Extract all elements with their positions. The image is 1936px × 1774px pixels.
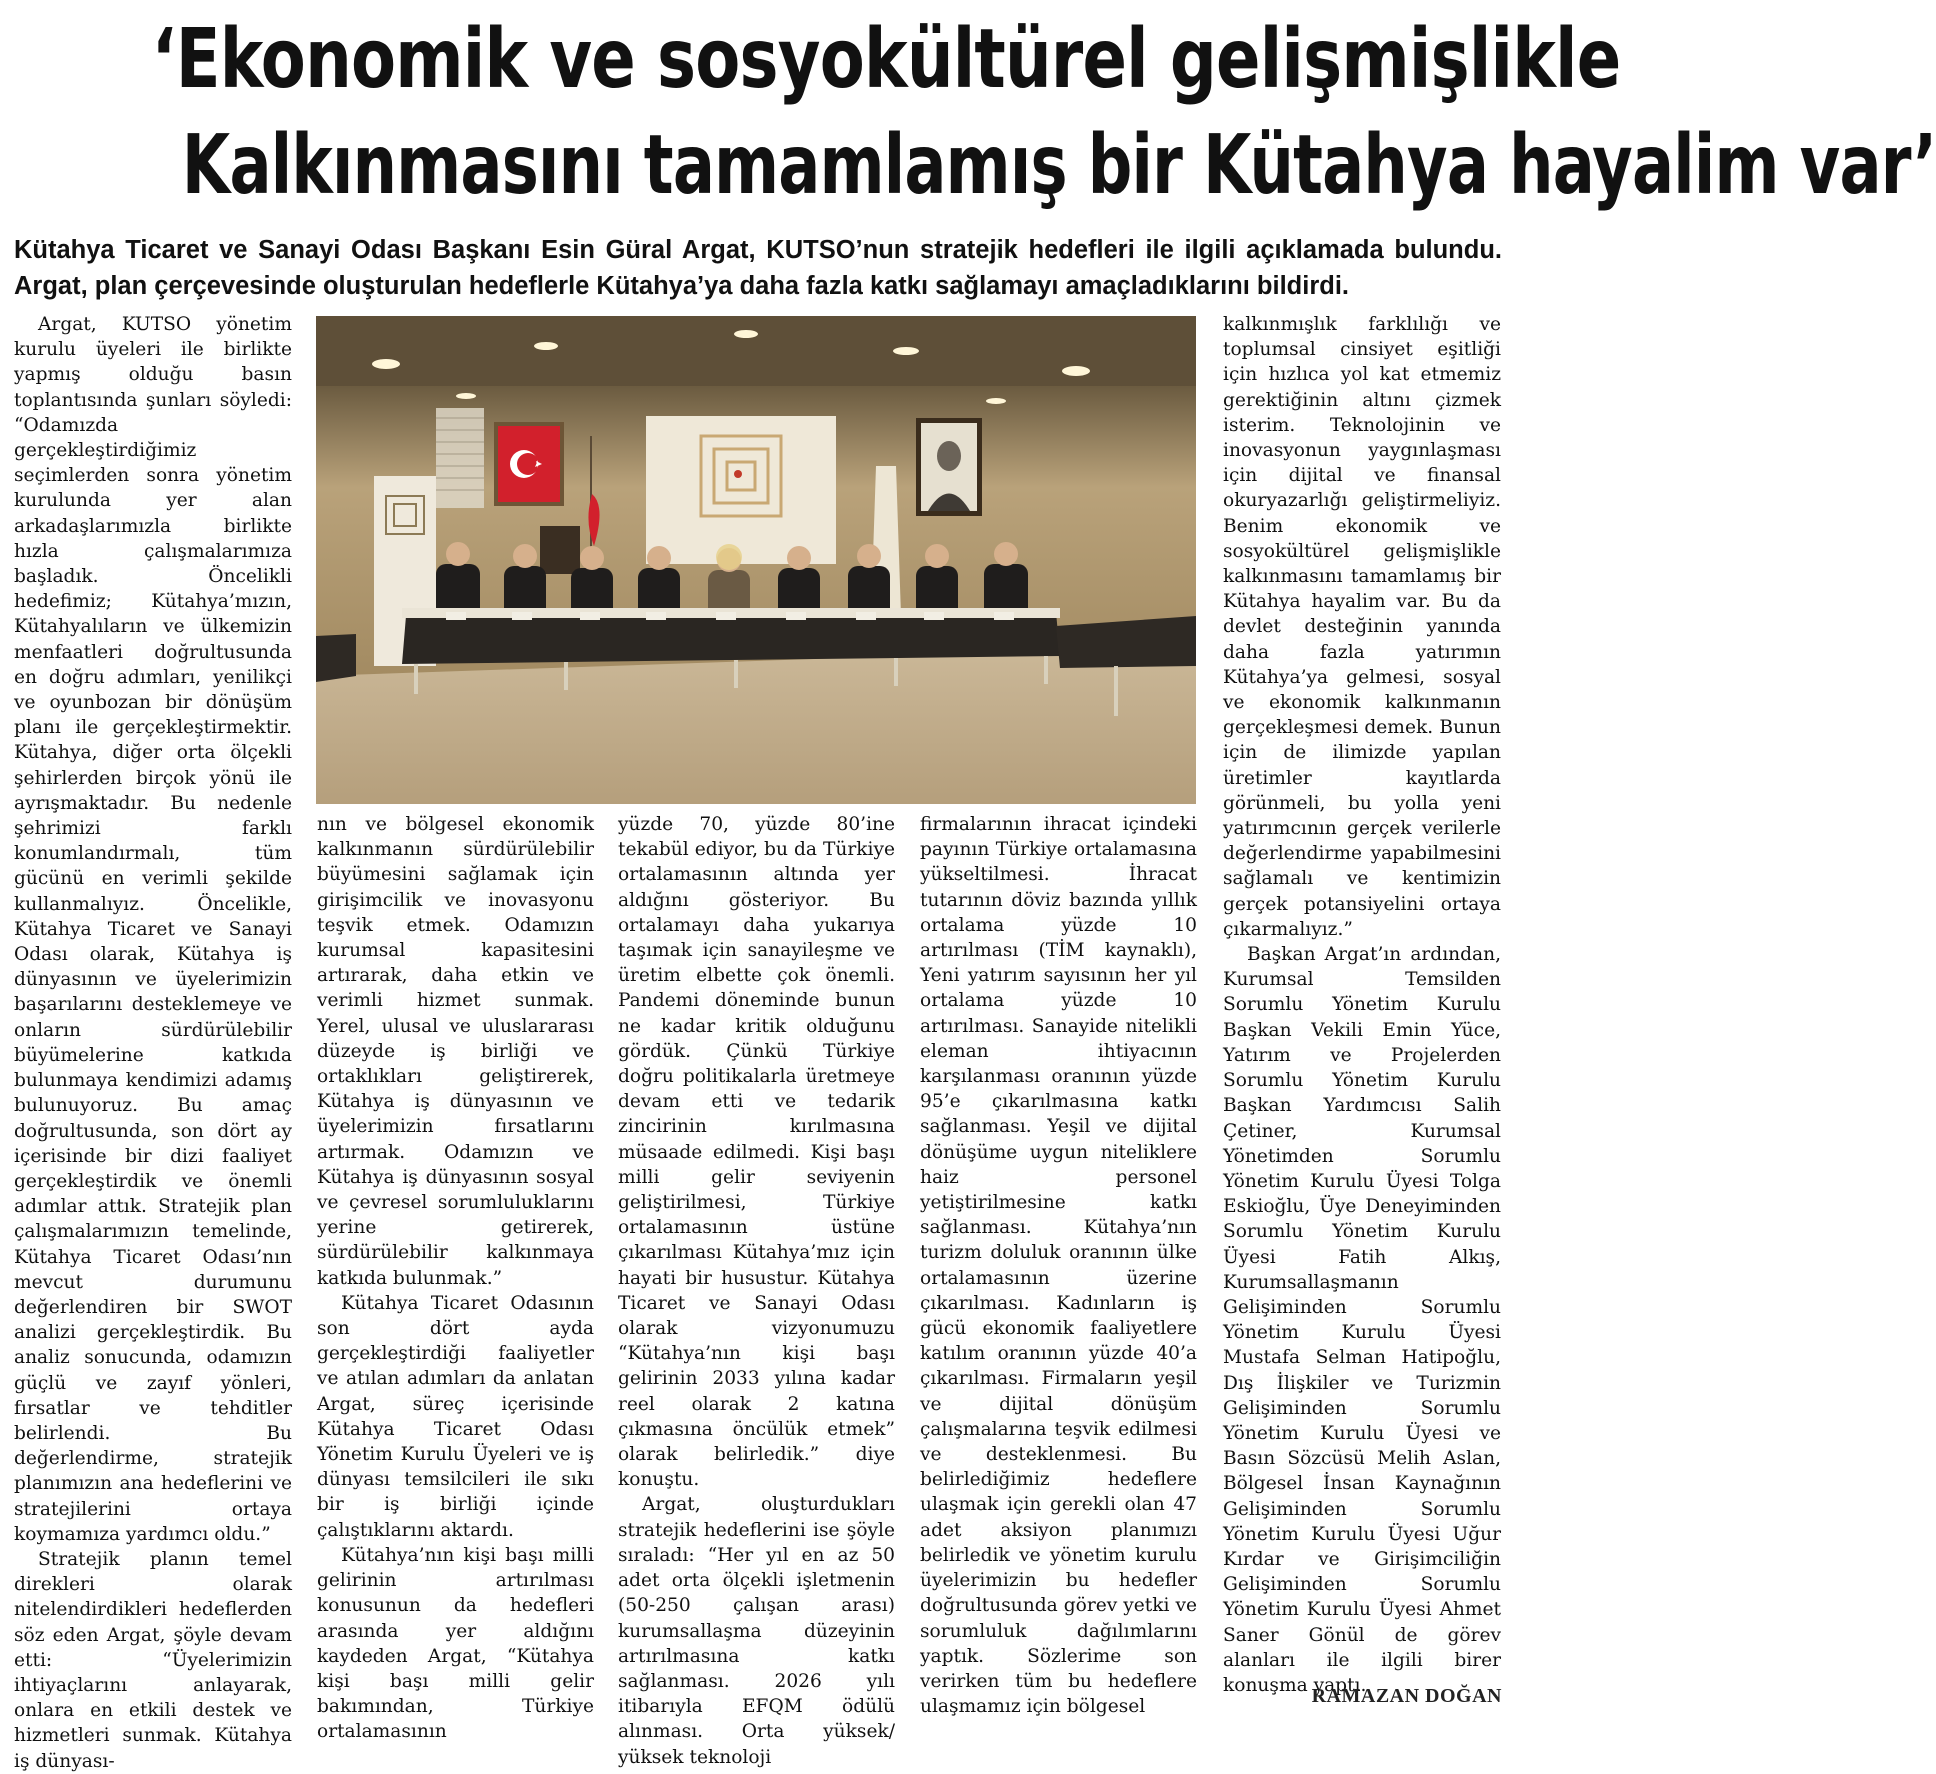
lead-paragraph: Kütahya Ticaret ve Sanayi Odası Başkanı Esin Güral Argat, KUTSO’nun stratejik hedefleri ile ilgili açıklamada bulundu. Argat, plan çerçevesinde oluşturulan hedeflerle Kütahya’ya daha fazla katkı sağlamayı amaçladıklarını bildirdi. (14, 236, 1502, 300)
paragraph: firmalarının ihracat içindeki payının Türkiye ortalamasına yükseltilmesi. İhracat tutarının döviz bazında yıllık ortalama yüzde 10 artırılması (TİM kaynaklı), Yeni yatırım sayısının her yıl ortalama yüzde 10 artırılması. Sanayide nitelikli eleman ihtiyacının karşılanması oranının yüzde 95’e çıkarılmasına katkı sağlanması. Yeşil ve dijital dönüşüme uygun niteliklere haiz personel yetiştirilmesine katkı sağlanması. Kütahya’nın turizm doluluk oranının ülke ortalamasının üzerine çıkarılması. Kadınların iş gücü ekonomik faaliyetlere katılım oranının yüzde 40’a çıkarılması. Firmaların yeşil ve dijital dönüşüm çalışmalarına teşvik edilmesi ve desteklenmesi. Bu belirlediğimiz hedeflere ulaşmak için gerekli olan 47 adet aksiyon planımızı belirledik ve yönetim kurulu üyelerimizin bu hedefler doğrultusunda görev yetki ve sorumluluk dağılımlarını yaptık. Sözlerime son verirken tüm bu hedeflere ulaşmamız için bölgesel (920, 814, 1197, 1718)
press-conference-photo (316, 316, 1196, 804)
conference-room-illustration (316, 316, 1196, 804)
paragraph: Argat, oluşturdukları stratejik hedeflerini ise şöyle sıraladı: “Her yıl en az 50 adet orta ölçekli işletmenin (50-250 çalışan arası) kurumsallaşma düzeyinin artırılmasına katkı sağlanması. 2026 yılı itibarıyla EFQM ödülü alınması. Orta yüksek/ yüksek teknoloji (618, 1494, 895, 1768)
paragraph: nın ve bölgesel ekonomik kalkınmanın sürdürülebilir büyümesini sağlamak için girişimcilik ve inovasyonu teşvik etmek. Odamızın kurumsal kapasitesini artırarak, daha etkin ve verimli hizmet sunmak. Yerel, ulusal ve uluslararası düzeyde iş birliği ve ortaklıkları geliştirerek, Kütahya iş dünyasının ve üyelerimizin fırsatlarını artırmak. Odamızın ve Kütahya iş dünyasının sosyal ve çevresel sorumluluklarını yerine getirerek, sürdürülebilir kalkınmaya katkıda bulunmak.” (317, 814, 594, 1289)
article-column-5 (1223, 312, 1501, 1696)
paragraph: Stratejik planın temel direkleri olarak nitelendirdikleri hedeflerden söz eden Argat, şöyle devam etti: “Üyelerimizin ihtiyaçlarını anlayarak, onlara en etkili destek ve hizmetleri sunmak. Kütahya iş dünyası- (14, 1548, 292, 1772)
author-byline: RAMAZAN DOĞAN (1311, 1685, 1502, 1707)
article-column-4 (920, 812, 1197, 1718)
paragraph: Kütahya Ticaret Odasının son dört ayda gerçekleştirdiği faaliyetler ve atılan adımları da anlatan Argat, süreç içerisinde Kütahya Ticaret Odası Yönetim Kurulu Üyeleri ve iş dünyası temsilcileri ile sıkı bir iş birliği içinde çalıştıklarını aktardı. (317, 1292, 594, 1541)
article-column-1 (14, 312, 292, 1772)
paragraph: yüzde 70, yüzde 80’ine tekabül ediyor, bu da Türkiye ortalamasının altında yer aldığını gösteriyor. Bu ortalamayı daha yukarıya taşımak için sanayileşme ve üretim elbette çok önemli. Pandemi döneminde bunun ne kadar kritik olduğunu gördük. Çünkü Türkiye doğru politikalarla üretmeye devam etti ve tedarik zincirinin kırılmasına müsaade edilmedi. Kişi başı milli gelir seviyenin geliştirilmesi, Türkiye ortalamasının üstüne çıkarılması Kütahya’mız için hayati bir husustur. Kütahya Ticaret ve Sanayi Odası olarak vizyonumuzu “Kütahya’nın kişi başı gelirinin 2033 yılına kadar reel olarak 2 katına çıkmasına öncülük etmek” olarak belirledik.” diye konuştu. (618, 814, 895, 1491)
paragraph: Kütahya’nın kişi başı milli gelirinin artırılması konusunun da hedefleri arasında yer aldığını kaydeden Argat, “Kütahya kişi başı milli gelir bakımından, Türkiye ortalamasının (317, 1544, 594, 1743)
paragraph: Argat, KUTSO yönetim kurulu üyeleri ile birlikte yapmış olduğu basın toplantısında şunları söyledi: “Odamızda gerçekleştirdiğimiz seçimlerden sonra yönetim kurulunda yer alan arkadaşlarımızla birlikte hızla çalışmalarımıza başladık. Öncelikli hedefimiz; Kütahya’mızın, Kütahyalıların ve ülkemizin menfaatleri doğrultusunda en doğru adımları, yenilikçi ve oyunbozan bir dönüşüm planı ile gerçekleştirmektir. Kütahya, diğer orta ölçekli şehirlerden birçok yönü ile ayrışmaktadır. Bu nedenle şehrimizi farklı konumlandırmalı, tüm gücünü en verimli şekilde kullanmalıyız. Öncelikle, Kütahya Ticaret ve Sanayi Odası olarak, Kütahya iş dünyasının ve üyelerimizin başarılarını desteklemeye ve onların sürdürülebilir büyümelerine katkıda bulunmaya kendimizi adamış bulunuyoruz. Bu amaç doğrultusunda, son dört ay içerisinde bir dizi faaliyet gerçekleştirdik ve önemli adımlar attık. Stratejik plan çalışmalarımızın temelinde, Kütahya Ticaret Odası’nın mevcut durumunu değerlendiren bir SWOT analizi gerçekleştirdik. Bu analiz sonucunda, odamızın güçlü ve zayıf yönleri, fırsatlar ve tehditler belirlendi. Bu değerlendirme, stratejik planımızın ana hedeflerini ve stratejilerini ortaya koymamıza yardımcı oldu.” (14, 314, 292, 1545)
paragraph: Başkan Argat’ın ardından, Kurumsal Temsilden Sorumlu Yönetim Kurulu Başkan Vekili Emin Yüce, Yatırım ve Projelerden Sorumlu Yönetim Kurulu Başkan Yardımcısı Salih Çetiner, Kurumsal Yönetimden Sorumlu Yönetim Kurulu Üyesi Tolga Eskioğlu, Üye Deneyiminden Sorumlu Yönetim Kurulu Üyesi Fatih Alkış, Kurumsallaşmanın Gelişiminden Sorumlu Yönetim Kurulu Üyesi Mustafa Selman Hatipoğlu, Dış İlişkiler ve Turizmin Gelişiminden Sorumlu Yönetim Kurulu Üyesi ve Basın Sözcüsü Melih Aslan, Bölgesel İnsan Kaynağının Gelişiminden Sorumlu Yönetim Kurulu Üyesi Uğur Kırdar ve Girişimciliğin Gelişiminden Sorumlu Yönetim Kurulu Üyesi Ahmet Saner Gönül de görev alanları ile ilgili birer konuşma yaptı. (1223, 944, 1501, 1696)
turkish-flag-icon (494, 422, 564, 506)
article-column-2 (317, 812, 594, 1743)
headline-line-1: ‘Ekonomik ve sosyokültürel gelişmişlikle (151, 12, 1621, 107)
paragraph: kalkınmışlık farklılığı ve toplumsal cinsiyet eşitliği için hızlıca yol kat etmemiz gerektiğinin altını çizmek isterim. Teknolojinin ve inovasyonun yaygınlaşması için dijital ve finansal okuryazarlığı geliştirmeliyiz. Benim ekonomik ve sosyokültürel gelişmişlikle kalkınmasını tamamlamış bir Kütahya hayalim var. Bu da devlet desteğinin yanında daha fazla yatırımın Kütahya’ya gelmesi, sosyal ve ekonomik kalkınmanın gerçekleşmesi demek. Bunun için de ilimizde yapılan üretimler kayıtlarda görünmeli, bu yolla yeni yatırımcının gerçek verilerle değerlendirme yapabilmesini sağlamalı ve kentimizin gerçek potansiyelini ortaya çıkarmalıyız.” (1223, 314, 1501, 940)
article-column-3 (618, 812, 895, 1768)
headline-line-2: Kalkınmasını tamamlamış bir Kütahya hayalim var’ (181, 118, 1936, 213)
portrait-frame (916, 418, 982, 516)
